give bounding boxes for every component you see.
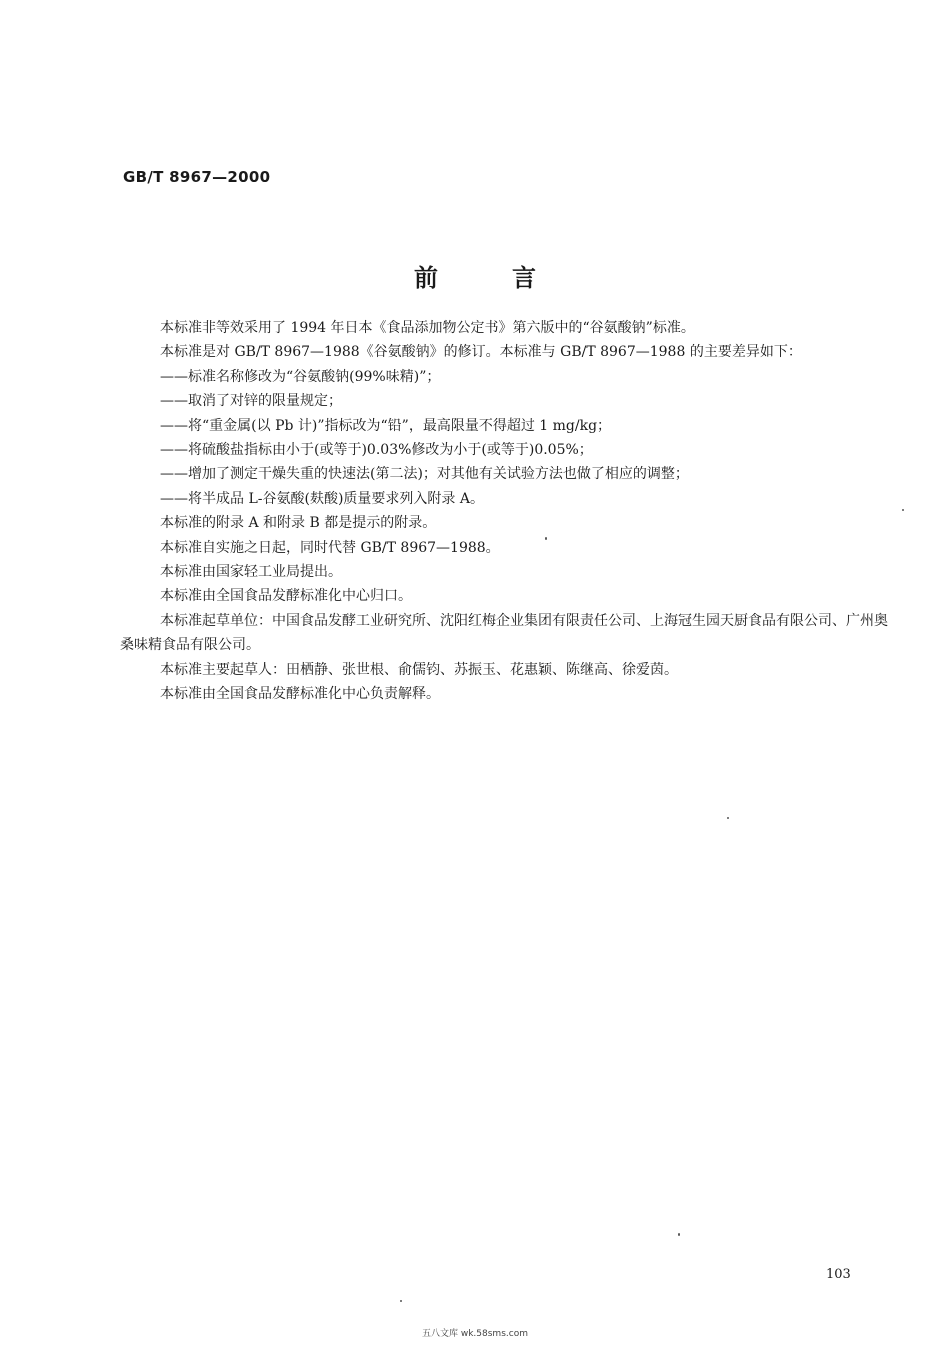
scan-speck (678, 1233, 680, 1236)
footer-watermark: 五八文库 wk.58sms.com (422, 1329, 528, 1339)
paragraph-interpretation: 本标准由全国食品发酵标准化中心负责解释。 (160, 686, 440, 703)
scan-speck (400, 1300, 402, 1302)
scan-speck (902, 509, 904, 511)
change-item: ——取消了对锌的限量规定； (160, 393, 342, 410)
scan-speck (545, 537, 547, 540)
change-item: ——将“重金属(以 Pb 计)”指标改为“铅”，最高限量不得超过 1 mg/kg； (160, 417, 612, 434)
paragraph-centralized: 本标准由全国食品发酵标准化中心归口。 (160, 588, 412, 605)
paragraph-adoption: 本标准非等效采用了 1994 年日本《食品添加物公定书》第六版中的“谷氨酸钠”标准。 (160, 320, 695, 336)
change-item: ——将硫酸盐指标由小于(或等于)0.03%修改为小于(或等于)0.05%； (160, 442, 593, 459)
change-item: ——增加了测定干燥失重的快速法(第二法)；对其他有关试验方法也做了相应的调整； (160, 466, 689, 483)
change-item: ——标准名称修改为“谷氨酸钠(99%味精)”； (160, 368, 441, 385)
scan-speck (727, 817, 729, 819)
paragraph-drafters: 本标准主要起草人：田栖静、张世根、俞儒钧、苏振玉、花惠颖、陈继高、徐爱茵。 (160, 661, 678, 678)
page-title: 前言 (414, 264, 610, 292)
paragraph-appendix: 本标准的附录 A 和附录 B 都是提示的附录。 (160, 515, 437, 532)
page-number: 103 (826, 1267, 851, 1282)
paragraph-proposer: 本标准由国家轻工业局提出。 (160, 564, 342, 581)
change-item: ——将半成品 L-谷氨酸(麸酸)质量要求列入附录 A。 (160, 490, 484, 507)
paragraph-effective: 本标准自实施之日起，同时代替 GB/T 8967—1988。 (160, 539, 500, 556)
standard-number: GB/T 8967—2000 (123, 168, 271, 186)
foreword-body (120, 316, 890, 707)
paragraph-revision: 本标准是对 GB/T 8967—1988《谷氨酸钠》的修订。本标准与 GB/T 8967—1988 的主要差异如下： (160, 344, 802, 361)
paragraph-drafting-units: 本标准起草单位：中国食品发酵工业研究所、沈阳红梅企业集团有限责任公司、上海冠生园天厨食品有限公司、广州奥桑味精食品有限公司。 (120, 612, 888, 654)
